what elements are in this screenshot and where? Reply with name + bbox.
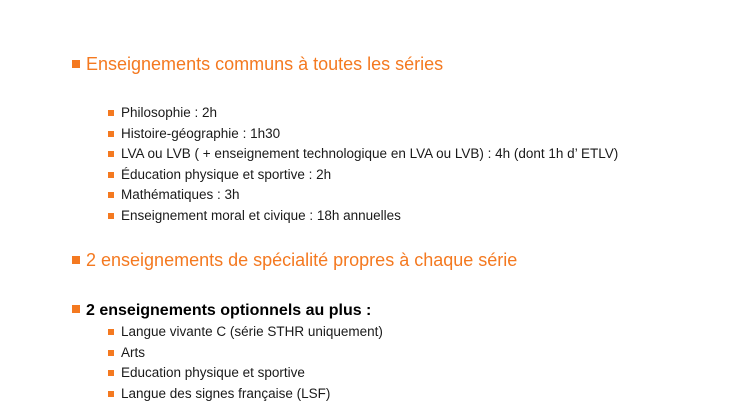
list-item xyxy=(108,363,383,384)
list-item-text: Langue des signes française (LSF) xyxy=(121,385,331,401)
square-bullet-icon xyxy=(72,60,80,68)
section-heading-optional xyxy=(72,300,371,322)
list-item-text: Histoire-géographie : 1h30 xyxy=(121,125,281,141)
list-item-text: Langue vivante C (série STHR uniquement) xyxy=(121,324,383,339)
square-bullet-icon xyxy=(108,329,114,335)
square-bullet-icon xyxy=(108,172,114,178)
list-item xyxy=(108,206,618,227)
square-bullet-icon xyxy=(108,213,114,219)
list-item-text: Enseignement moral et civique : 18h annuelles xyxy=(121,207,401,223)
square-bullet-icon xyxy=(108,192,114,198)
list-item xyxy=(108,103,618,124)
square-bullet-icon xyxy=(108,350,114,356)
list-item-text: LVA ou LVB ( + enseignement technologique en LVA ou LVB) : 4h (dont 1h d’ ETLV) xyxy=(121,146,619,162)
list-item xyxy=(108,343,383,364)
square-bullet-icon xyxy=(108,110,114,116)
square-bullet-icon xyxy=(108,391,114,397)
list-item xyxy=(108,165,618,186)
optional-subjects-list xyxy=(108,322,383,404)
list-item xyxy=(108,384,383,405)
section-heading-text: 2 enseignements de spécialité propres à chaque série xyxy=(86,250,518,270)
list-item xyxy=(108,322,383,343)
list-item xyxy=(108,144,618,165)
list-item-text: Education physique et sportive xyxy=(121,365,305,381)
section-heading-specialty xyxy=(72,249,517,271)
list-item-text: Arts xyxy=(121,344,146,360)
list-item xyxy=(108,124,618,145)
list-item xyxy=(108,185,618,206)
square-bullet-icon xyxy=(108,370,114,376)
list-item-text: Éducation physique et sportive : 2h xyxy=(121,166,332,182)
list-item-text: Mathématiques : 3h xyxy=(121,187,240,203)
square-bullet-icon xyxy=(108,131,114,137)
section-heading-text: 2 enseignements optionnels au plus : xyxy=(86,302,372,319)
section-heading-common xyxy=(72,53,443,75)
section-heading-text: Enseignements communs à toutes les séries xyxy=(86,54,444,74)
square-bullet-icon xyxy=(108,151,114,157)
square-bullet-icon xyxy=(72,256,80,264)
square-bullet-icon xyxy=(72,305,80,313)
common-subjects-list xyxy=(108,103,618,227)
list-item-text: Philosophie : 2h xyxy=(121,105,218,120)
